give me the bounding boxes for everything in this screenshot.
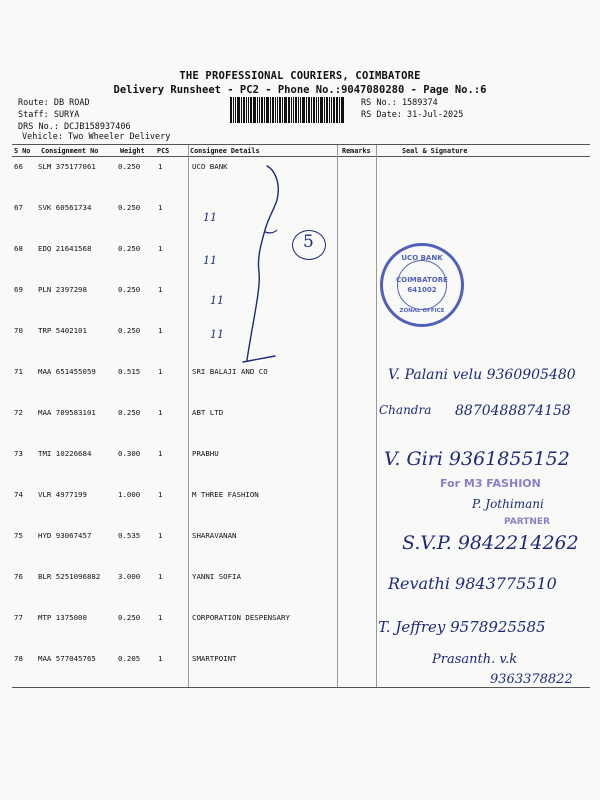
row-consignee: CORPORATION DESPENSARY xyxy=(192,613,290,622)
signature-row-77: T. Jeffrey 9578925585 xyxy=(378,618,546,636)
signature-row-71: V. Palani velu 9360905480 xyxy=(388,367,576,383)
row-weight: 0.300 xyxy=(118,449,141,458)
row-consignee: PRABHU xyxy=(192,449,219,458)
row-pcs: 1 xyxy=(158,285,163,294)
row-consignee: ABT LTD xyxy=(192,408,224,417)
row-sno: 76 xyxy=(14,572,23,581)
partner-stamp: PARTNER xyxy=(504,517,551,527)
row-consignment-no: MTP 1375000 xyxy=(38,613,87,622)
row-sno: 68 xyxy=(14,244,23,253)
count-number: 5 xyxy=(303,232,314,252)
route-label: Route: DB ROAD xyxy=(18,98,90,108)
row-weight: 0.250 xyxy=(118,285,141,294)
col-weight: Weight xyxy=(120,147,145,155)
row-pcs: 1 xyxy=(158,244,163,253)
row-sno: 75 xyxy=(14,531,23,540)
row-pcs: 1 xyxy=(158,654,163,663)
runsheet-subtitle: Delivery Runsheet - PC2 - Phone No.:9047080280 - Page No.:6 xyxy=(113,84,487,96)
row-consignment-no: EDQ 21641568 xyxy=(38,244,92,253)
row-weight: 0.250 xyxy=(118,244,141,253)
ditto-mark: 11 xyxy=(210,328,224,341)
column-divider xyxy=(188,145,189,687)
signature-row-78-name: Prasanth. v.k xyxy=(432,652,518,667)
row-consignee: YANNI SOFIA xyxy=(192,572,241,581)
signature-row-73: V. Giri 9361855152 xyxy=(384,448,570,470)
row-weight: 0.250 xyxy=(118,162,141,171)
barcode xyxy=(230,97,354,123)
vehicle-label: Vehicle: Two Wheeler Delivery xyxy=(22,132,171,142)
m3-fashion-stamp: For M3 FASHION xyxy=(440,477,541,490)
company-title: THE PROFESSIONAL COURIERS, COIMBATORE xyxy=(179,70,421,82)
row-weight: 0.250 xyxy=(118,613,141,622)
row-consignee: SHARAVANAN xyxy=(192,531,237,540)
row-weight: 3.000 xyxy=(118,572,141,581)
seal-city: COIMBATORE xyxy=(396,276,448,284)
row-pcs: 1 xyxy=(158,572,163,581)
row-sno: 67 xyxy=(14,203,23,212)
row-weight: 0.205 xyxy=(118,654,141,663)
row-pcs: 1 xyxy=(158,408,163,417)
row-sno: 71 xyxy=(14,367,23,376)
row-weight: 0.250 xyxy=(118,326,141,335)
row-sno: 72 xyxy=(14,408,23,417)
ditto-mark: 11 xyxy=(203,254,217,267)
row-weight: 0.535 xyxy=(118,531,141,540)
signature-row-72-name: Chandra xyxy=(379,403,432,417)
col-seal-signature: Seal & Signature xyxy=(402,147,468,155)
staff-label: Staff: SURYA xyxy=(18,110,80,120)
table-top-rule xyxy=(12,144,590,145)
ditto-mark: 11 xyxy=(210,294,224,307)
signature-row-72-number: 8870488874158 xyxy=(455,403,571,419)
row-consignment-no: SVK 60561734 xyxy=(38,203,92,212)
table-header-rule xyxy=(12,156,590,157)
table-bottom-rule xyxy=(12,687,590,688)
row-consignment-no: VLR 4977199 xyxy=(38,490,87,499)
signature-row-75: S.V.P. 9842214262 xyxy=(402,532,579,554)
row-consignment-no: TMI 10226684 xyxy=(38,449,92,458)
col-consignment: Consignment No xyxy=(41,147,99,155)
signature-row-74-name: P. Jothimani xyxy=(472,497,544,511)
row-consignment-no: PLN 2397298 xyxy=(38,285,87,294)
row-pcs: 1 xyxy=(158,367,163,376)
col-consignee: Consignee Details xyxy=(190,147,260,155)
row-sno: 78 xyxy=(14,654,23,663)
row-consignee: SRI BALAJI AND CO xyxy=(192,367,268,376)
row-weight: 0.250 xyxy=(118,203,141,212)
row-consignment-no: MAA 577045765 xyxy=(38,654,96,663)
row-sno: 66 xyxy=(14,162,23,171)
row-weight: 0.515 xyxy=(118,367,141,376)
row-consignment-no: HYD 93067457 xyxy=(38,531,92,540)
signature-row-78-number: 9363378822 xyxy=(490,672,573,687)
row-sno: 77 xyxy=(14,613,23,622)
row-pcs: 1 xyxy=(158,490,163,499)
row-weight: 0.250 xyxy=(118,408,141,417)
col-remarks: Remarks xyxy=(342,147,371,155)
row-sno: 70 xyxy=(14,326,23,335)
row-consignment-no: TRP 5402101 xyxy=(38,326,87,335)
handwritten-bracket-mark xyxy=(235,160,295,370)
row-consignee: M THREE FASHION xyxy=(192,490,259,499)
row-consignment-no: BLR 5251096882 xyxy=(38,572,101,581)
row-consignee: UCO BANK xyxy=(192,162,228,171)
column-divider xyxy=(376,145,377,687)
drs-label: DRS No.: DCJB158937406 xyxy=(18,122,131,132)
row-pcs: 1 xyxy=(158,531,163,540)
col-sno: S No xyxy=(14,147,31,155)
seal-office: ZONAL OFFICE xyxy=(399,308,445,314)
column-divider xyxy=(337,145,338,687)
rs-number: RS No.: 1589374 xyxy=(361,98,438,108)
ditto-mark: 11 xyxy=(203,211,217,224)
row-weight: 1.000 xyxy=(118,490,141,499)
col-pcs: PCS xyxy=(157,147,170,155)
row-consignment-no: MAA 651455059 xyxy=(38,367,96,376)
row-sno: 74 xyxy=(14,490,23,499)
seal-pincode: 641002 xyxy=(407,286,437,294)
rs-date: RS Date: 31-Jul-2025 xyxy=(361,110,464,120)
seal-bank-name: UCO BANK xyxy=(401,254,443,262)
row-sno: 73 xyxy=(14,449,23,458)
row-sno: 69 xyxy=(14,285,23,294)
row-pcs: 1 xyxy=(158,326,163,335)
row-pcs: 1 xyxy=(158,449,163,458)
row-pcs: 1 xyxy=(158,162,163,171)
signature-row-76: Revathi 9843775510 xyxy=(388,574,557,593)
row-consignment-no: MAA 709583101 xyxy=(38,408,96,417)
uco-bank-seal xyxy=(380,243,464,327)
row-consignee: SMARTPOINT xyxy=(192,654,237,663)
row-pcs: 1 xyxy=(158,613,163,622)
row-pcs: 1 xyxy=(158,203,163,212)
row-consignment-no: SLM 375177061 xyxy=(38,162,96,171)
